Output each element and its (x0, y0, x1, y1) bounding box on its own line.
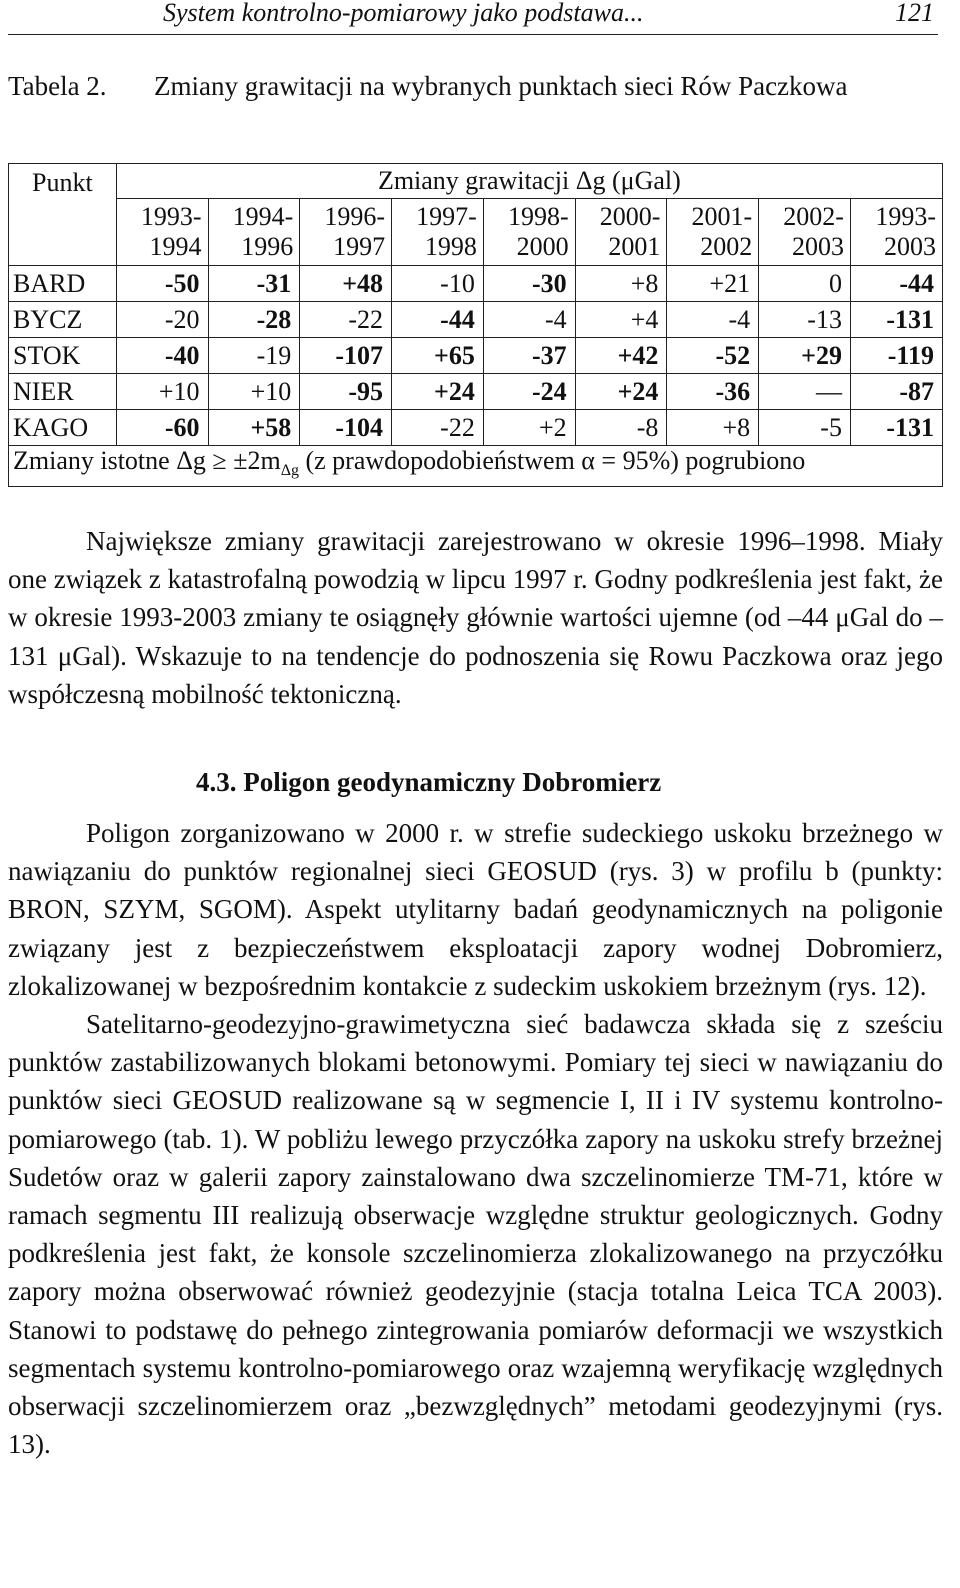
period-header: 1996- 1997 (300, 199, 392, 266)
table-row (9, 266, 943, 302)
gravity-change-cell: -95 (300, 374, 392, 410)
point-name: STOK (9, 338, 117, 374)
gravity-change-cell: +21 (667, 266, 759, 302)
gravity-changes-table (8, 163, 943, 487)
point-name: BARD (9, 266, 117, 302)
period-header: 2000- 2001 (575, 199, 667, 266)
paragraph-2-text: Poligon zorganizowano w 2000 r. w strefie sudeckiego uskoku brzeżnego w nawiązaniu do punktów regionalnej sieci GEOSUD (rys. 3) w profilu b (punkty: BRON, SZYM, SGOM). Aspekt utylitarny badań geodynamicznych na poligonie związany jest z bezpieczeństwem eksploatacji zapory wodnej Dobromierz, zlokalizowanej w bezpośrednim kontakcie z sudeckim uskokiem brzeżnym (rys. 12). (8, 818, 943, 1001)
gravity-change-cell: -40 (116, 338, 208, 374)
gravity-change-cell: +65 (392, 338, 484, 374)
gravity-change-cell: +29 (759, 338, 851, 374)
gravity-change-cell: -8 (575, 410, 667, 446)
period-header-row (9, 199, 943, 266)
gravity-change-cell: -28 (208, 302, 300, 338)
gravity-change-cell: +58 (208, 410, 300, 446)
gravity-change-cell: +2 (483, 410, 575, 446)
gravity-change-cell: -131 (850, 302, 942, 338)
period-header: 1993- 1994 (116, 199, 208, 266)
table-row (9, 410, 943, 446)
gravity-change-cell: -107 (300, 338, 392, 374)
gravity-change-cell: +24 (392, 374, 484, 410)
gravity-change-cell: -60 (116, 410, 208, 446)
gravity-change-cell: +24 (575, 374, 667, 410)
column-group-header: Zmiany grawitacji Δg (μGal) (116, 164, 942, 199)
gravity-change-cell: +42 (575, 338, 667, 374)
table-title: Zmiany grawitacji na wybranych punktach sieci Rów Paczkowa (154, 71, 848, 101)
gravity-change-cell: -24 (483, 374, 575, 410)
gravity-change-cell: +48 (300, 266, 392, 302)
gravity-change-cell: -37 (483, 338, 575, 374)
gravity-change-cell: -22 (392, 410, 484, 446)
period-header: 1997- 1998 (392, 199, 484, 266)
table-row (9, 302, 943, 338)
point-name: BYCZ (9, 302, 117, 338)
gravity-change-cell: -131 (850, 410, 942, 446)
gravity-change-cell: -44 (850, 266, 942, 302)
gravity-change-cell: +10 (208, 374, 300, 410)
gravity-change-cell: -44 (392, 302, 484, 338)
gravity-change-cell: 0 (759, 266, 851, 302)
gravity-change-cell: -31 (208, 266, 300, 302)
period-header: 2001- 2002 (667, 199, 759, 266)
page-number: 121 (895, 0, 934, 27)
gravity-change-cell: -52 (667, 338, 759, 374)
gravity-change-cell: -87 (850, 374, 942, 410)
gravity-change-cell: -119 (850, 338, 942, 374)
gravity-change-cell: +4 (575, 302, 667, 338)
column-header-punkt: Punkt (9, 164, 117, 266)
paragraph-3-text: Satelitarno-geodezyjno-grawimetyczna sieć badawcza składa się z sześciu punktów zastabilizowanych blokami betonowymi. Pomiary tej sieci w nawiązaniu do punktów sieci GEOSUD realizowane są w segmencie I, II i IV systemu kontrolno-pomiarowego (tab. 1). W pobliżu lewego przyczółka zapory na uskoku strefy brzeżnej Sudetów oraz w galerii zapory zainstalowano dwa szczelinomierze TM-71, które w ramach segmentu III realizują obserwacje względne struktur geologicznych. Godny podkreślenia jest fakt, że konsole szczelinomierza zlokalizowanego na przyczółku zapory można obserwować również geodezyjnie (stacja totalna Leica TCA 2003). Stanowi to podstawę do pełnego zintegrowania pomiarów deformacji we wszystkich segmentach systemu kontrolno-pomiarowego oraz wzajemną weryfikację względnych obserwacji szczelinomierzem oraz „bezwzględnych” metodami geodezyjnymi (rys. 13). (8, 1009, 943, 1460)
table-row (9, 374, 943, 410)
point-name: KAGO (9, 410, 117, 446)
gravity-change-cell: -50 (116, 266, 208, 302)
running-header (8, 0, 938, 35)
gravity-change-cell: -104 (300, 410, 392, 446)
period-header: 2002- 2003 (759, 199, 851, 266)
gravity-change-cell: -20 (116, 302, 208, 338)
paragraph-2 (8, 814, 943, 1463)
paragraph-1 (8, 522, 943, 713)
gravity-change-cell: -22 (300, 302, 392, 338)
period-header: 1993- 2003 (850, 199, 942, 266)
gravity-change-cell: +8 (667, 410, 759, 446)
period-header: 1998- 2000 (483, 199, 575, 266)
gravity-change-cell: — (759, 374, 851, 410)
table-label: Tabela 2. (8, 71, 107, 101)
gravity-change-cell: -13 (759, 302, 851, 338)
gravity-change-cell: -36 (667, 374, 759, 410)
gravity-change-cell: +8 (575, 266, 667, 302)
gravity-change-cell: -19 (208, 338, 300, 374)
gravity-change-cell: -10 (392, 266, 484, 302)
gravity-change-cell: -5 (759, 410, 851, 446)
gravity-change-cell: -30 (483, 266, 575, 302)
paragraph-1-text: Największe zmiany grawitacji zarejestrowano w okresie 1996–1998. Miały one związek z katastrofalną powodzią w lipcu 1997 r. Godny podkreślenia jest fakt, że w okresie 1993-2003 zmiany te osiągnęły głównie wartości ujemne (od –44 μGal do –131 μGal). Wskazuje to na tendencje do podnoszenia się Rowu Paczkowa oraz jego współczesną mobilność tektoniczną. (8, 526, 943, 709)
period-header: 1994- 1996 (208, 199, 300, 266)
gravity-change-cell: +10 (116, 374, 208, 410)
table-body (9, 266, 943, 446)
section-heading: 4.3. Poligon geodynamiczny Dobromierz (196, 767, 662, 797)
gravity-change-cell: -4 (483, 302, 575, 338)
table-footnote: Zmiany istotne $\Delta g \ge \pm 2m_{\Delta g}$ (z prawdopodobieństwem α = 95%) pogrubiono (9, 446, 943, 487)
point-name: NIER (9, 374, 117, 410)
table-row (9, 338, 943, 374)
running-title: System kontrolno-pomiarowy jako podstawa... (163, 0, 644, 27)
gravity-change-cell: -4 (667, 302, 759, 338)
